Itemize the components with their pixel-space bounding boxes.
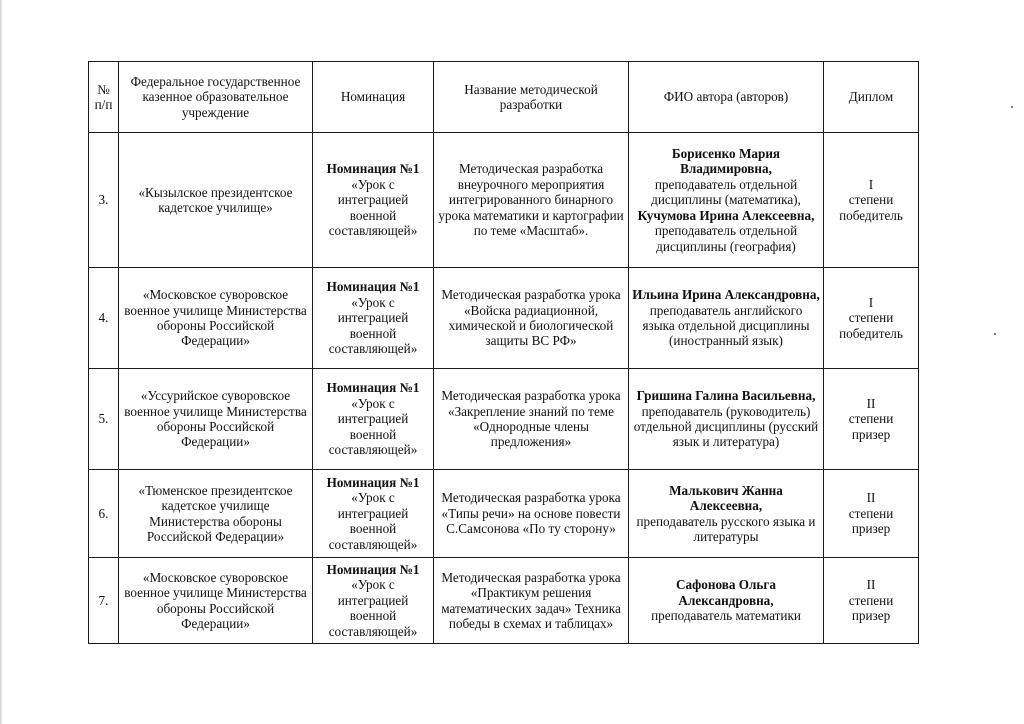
- author-role: преподаватель математики: [651, 608, 801, 624]
- institution-cell: «Московское суворовское военное училище Министерства обороны Российской Федерации»: [119, 268, 313, 369]
- header-institution: Федеральное государственное казенное образовательное учреждение: [119, 62, 313, 133]
- author-name: Кучумова Ирина Алексеевна,: [637, 207, 815, 223]
- author-role: преподаватель отдельной дисциплины (математика),: [651, 176, 801, 208]
- header-num: № п/п: [89, 62, 119, 133]
- diploma-degree: I: [868, 176, 874, 192]
- nomination-cell: [313, 470, 434, 558]
- diploma-cell: [824, 558, 919, 644]
- diploma-cell: [824, 133, 919, 268]
- institution-cell: «Кызылское президентское кадетское училище»: [119, 133, 313, 268]
- scan-edge-shadow: [0, 0, 3, 724]
- diploma-degree: II: [866, 577, 876, 593]
- title-cell: [434, 133, 629, 268]
- diploma-word: степени: [848, 192, 894, 208]
- author-role: преподаватель английского языка отдельной дисциплины (иностранный язык): [642, 302, 810, 349]
- diploma-status: призер: [851, 608, 891, 624]
- title-cell: Методическая разработка урока «Практикум решения математических задач» Техника победы в схемах и таблицах»: [434, 558, 629, 644]
- scan-speck: [994, 333, 996, 335]
- row-number: 5.: [89, 369, 119, 470]
- table-row: [89, 133, 919, 268]
- author-name: Борисенко Мария Владимировна,: [671, 146, 781, 177]
- author-cell: [629, 369, 824, 470]
- nomination-title: Номинация №1: [326, 279, 420, 295]
- diploma-cell: [824, 470, 919, 558]
- header-title: Название методической разработки: [434, 62, 629, 133]
- diploma-cell: [824, 268, 919, 369]
- nomination-title: Номинация №1: [326, 561, 420, 577]
- author-cell: [629, 558, 824, 644]
- author-name: Ильина Ирина Александровна,: [632, 287, 820, 303]
- diploma-word: степени: [848, 411, 894, 427]
- header-nomination: Номинация: [313, 62, 434, 133]
- author-role: преподаватель отдельной дисциплины (география): [654, 223, 798, 254]
- diploma-status: призер: [851, 426, 891, 442]
- nomination-cell: [313, 369, 434, 470]
- diploma-degree: II: [866, 490, 876, 506]
- institution-cell: «Уссурийское суворовское военное училище Министерства обороны Российской Федерации»: [119, 369, 313, 470]
- institution-cell: «Тюменское президентское кадетское училище Министерства обороны Российской Федерации»: [119, 470, 313, 558]
- author-cell: [629, 268, 824, 369]
- nomination-title: Номинация №1: [326, 380, 420, 396]
- row-number: 4.: [89, 268, 119, 369]
- author-name: Гришина Галина Васильевна,: [636, 388, 816, 404]
- nomination-cell: [313, 133, 434, 268]
- author-role: преподаватель русского языка и литературы: [636, 513, 816, 544]
- nomination-cell: [313, 558, 434, 644]
- nomination-title: Номинация №1: [326, 161, 420, 177]
- diploma-degree: I: [868, 294, 874, 310]
- author-cell: [629, 470, 824, 558]
- table-row: [89, 558, 919, 644]
- nomination-cell: [313, 268, 434, 369]
- table-row: [89, 470, 919, 558]
- author-name: Малькович Жанна Алексеевна,: [669, 482, 783, 514]
- nomination-text: «Урок с интеграцией военной составляющей»: [328, 577, 418, 639]
- title-cell: Методическая разработка урока «Типы речи» на основе повести С.Самсонова «По ту сторону»: [434, 470, 629, 558]
- diploma-status: призер: [851, 521, 891, 537]
- table-row: [89, 369, 919, 470]
- title-cell: Методическая разработка урока «Войска радиационной, химической и биологической защиты ВС РФ»: [434, 268, 629, 369]
- scan-speck: [1011, 106, 1013, 108]
- row-number: 3.: [89, 133, 119, 268]
- diploma-word: степени: [848, 592, 894, 608]
- nomination-text: «Урок с интеграцией военной составляющей»: [328, 294, 418, 357]
- row-number: 7.: [89, 558, 119, 644]
- row-number: 6.: [89, 470, 119, 558]
- diploma-degree: II: [866, 395, 876, 411]
- diploma-cell: [824, 369, 919, 470]
- header-diploma: Диплом: [824, 62, 919, 133]
- nomination-text: «Урок с интеграцией военной составляющей»: [328, 490, 418, 552]
- nomination-text: «Урок с интеграцией военной составляющей»: [328, 395, 418, 458]
- title-cell: Методическая разработка урока «Закрепление знаний по теме «Однородные члены предложения»: [434, 369, 629, 470]
- nomination-title: Номинация №1: [326, 474, 420, 490]
- table-row: [89, 268, 919, 369]
- institution-cell: «Московское суворовское военное училище Министерства обороны Российской Федерации»: [119, 558, 313, 644]
- nomination-text: «Урок с интеграцией военной составляющей»: [328, 176, 418, 239]
- diploma-word: степени: [848, 310, 894, 326]
- table-header-row: [89, 62, 919, 133]
- author-role: преподаватель (руководитель) отдельной дисциплины (русский язык и литература): [633, 403, 819, 450]
- diploma-word: степени: [848, 505, 894, 521]
- title-text: Методическая разработка внеурочного мероприятия интегрированного бинарного урока математики и картографии: [438, 161, 624, 223]
- title-extra: по теме «Масштаб».: [473, 223, 589, 239]
- author-name: Сафонова Ольга Александровна,: [676, 577, 776, 608]
- header-author: ФИО автора (авторов): [629, 62, 824, 133]
- awards-table: [88, 61, 919, 644]
- diploma-status: победитель: [839, 207, 903, 223]
- diploma-status: победитель: [839, 325, 903, 341]
- author-cell: [629, 133, 824, 268]
